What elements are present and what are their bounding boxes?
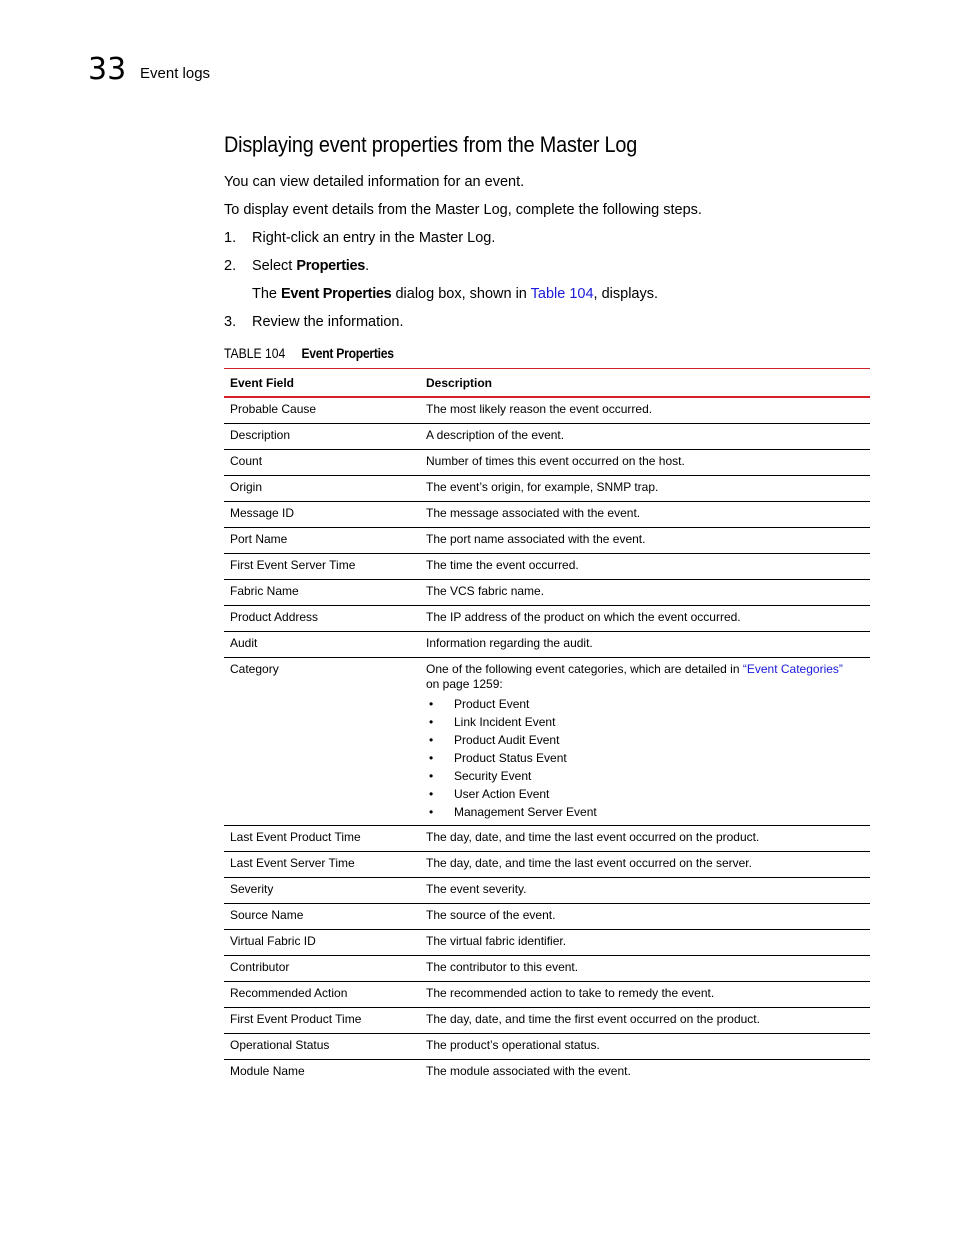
description-cell: The day, date, and time the last event occurred on the server. [426,856,752,870]
category-item-label: Link Incident Event [454,715,556,729]
intro-paragraph: You can view detailed information for an event. [224,174,525,190]
description-cell: The VCS fabric name. [426,584,545,598]
event-field-cell: Origin [230,480,263,494]
bullet-icon: • [429,805,434,819]
list-item [426,767,864,785]
category-desc-prefix: One of the following event categories, which are detailed in [426,662,743,676]
table-row [224,1008,870,1034]
description-cell: Information regarding the audit. [426,636,593,650]
step-3 [224,314,404,330]
step-number: 2. [224,258,237,274]
description-cell: The event severity. [426,882,527,896]
list-item [426,713,864,731]
list-item [426,695,864,713]
table-caption-title: Event Properties [301,346,394,361]
category-item-label: Product Audit Event [454,733,560,747]
table-caption [224,346,394,361]
category-item-label: Management Server Event [454,805,597,819]
event-field-cell: Port Name [230,532,288,546]
list-item [426,803,864,821]
dialog-name: Event Properties [281,286,392,302]
step-text-prefix: Select [252,258,297,274]
table-row [224,930,870,956]
event-properties-table [224,368,870,1085]
instructions-paragraph: To display event details from the Master Log, complete the following steps. [224,202,702,218]
category-item-label: Product Event [454,697,530,711]
step-text-suffix: . [365,258,370,274]
table-row [224,852,870,878]
event-field-cell: Message ID [230,506,295,520]
table-row [224,554,870,580]
description-cell: The source of the event. [426,908,556,922]
event-field-cell: First Event Product Time [230,1012,362,1026]
step-number: 1. [224,230,237,246]
event-field-cell: Module Name [230,1064,305,1078]
bullet-icon: • [429,787,434,801]
table-row [224,878,870,904]
description-cell: The virtual fabric identifier. [426,934,567,948]
table-caption-label: TABLE 104 [224,346,286,361]
note-suffix: , displays. [593,286,659,302]
note-middle: dialog box, shown in [391,286,531,302]
event-field-cell: Virtual Fabric ID [230,934,316,948]
step-text: Review the information. [252,314,404,330]
description-cell: The IP address of the product on which the event occurred. [426,610,741,624]
properties-menu-item: Properties [296,258,366,274]
event-field-cell: Last Event Product Time [230,830,361,844]
event-field-cell: Source Name [230,908,304,922]
event-field-cell: First Event Server Time [230,558,356,572]
description-cell: The module associated with the event. [426,1064,631,1078]
event-field-cell: Fabric Name [230,584,299,598]
event-field-cell: Severity [230,882,274,896]
category-item-label: User Action Event [454,787,550,801]
table-body [224,397,870,1085]
event-field-cell: Product Address [230,610,319,624]
event-field-cell: Contributor [230,960,290,974]
description-cell: The time the event occurred. [426,558,579,572]
table-row [224,450,870,476]
event-field-cell: Probable Cause [230,402,317,416]
event-field-cell: Recommended Action [230,986,348,1000]
description-cell: A description of the event. [426,428,565,442]
table-header-row [224,369,870,398]
description-cell: The product’s operational status. [426,1038,600,1052]
step-text: Right-click an entry in the Master Log. [252,230,496,246]
step-2-note [252,286,658,302]
description-cell: The day, date, and time the last event occurred on the product. [426,830,760,844]
header-description: Description [426,375,493,390]
event-field-cell: Description [230,428,291,442]
note-prefix: The [252,286,282,302]
bullet-icon: • [429,733,434,747]
category-item-label: Security Event [454,769,532,783]
list-item [426,785,864,803]
category-desc-suffix: on page 1259: [426,677,503,691]
description-cell: The most likely reason the event occurred. [426,402,653,416]
step-number: 3. [224,314,237,330]
description-cell: The message associated with the event. [426,506,641,520]
list-item [426,749,864,767]
event-field-cell: Operational Status [230,1038,330,1052]
section-title: Displaying event properties from the Master Log [224,132,638,157]
event-field-cell: Audit [230,636,258,650]
table-row [224,528,870,554]
event-field-cell: Category [230,662,279,676]
table-row [224,904,870,930]
bullet-icon: • [429,751,434,765]
table-row [224,956,870,982]
table-row-category [224,658,870,826]
table-row [224,580,870,606]
table-row [224,606,870,632]
step-1 [224,230,495,246]
description-cell: The day, date, and time the first event occurred on the product. [426,1012,760,1026]
description-cell: Number of times this event occurred on the host. [426,454,685,468]
table-row [224,424,870,450]
category-list [426,695,864,821]
event-categories-link[interactable]: “Event Categories” [742,662,843,676]
table-row [224,632,870,658]
bullet-icon: • [429,715,434,729]
category-item-label: Product Status Event [454,751,567,765]
event-field-cell: Last Event Server Time [230,856,355,870]
description-cell: The port name associated with the event. [426,532,646,546]
bullet-icon: • [429,697,434,711]
description-cell [420,658,870,826]
chapter-title: Event logs [140,65,211,82]
table-row [224,502,870,528]
list-item [426,731,864,749]
table-row [224,982,870,1008]
step-2 [224,258,369,274]
table-row [224,1060,870,1086]
description-cell: The event’s origin, for example, SNMP trap. [426,480,659,494]
bullet-icon: • [429,769,434,783]
table-104-link[interactable]: Table 104 [530,286,594,302]
table-row [224,476,870,502]
header-event-field: Event Field [230,375,295,390]
description-cell: The recommended action to take to remedy the event. [426,986,715,1000]
table-row [224,1034,870,1060]
chapter-number: 33 [88,52,127,87]
event-field-cell: Count [230,454,263,468]
table-row [224,826,870,852]
description-cell: The contributor to this event. [426,960,579,974]
table-row [224,397,870,424]
